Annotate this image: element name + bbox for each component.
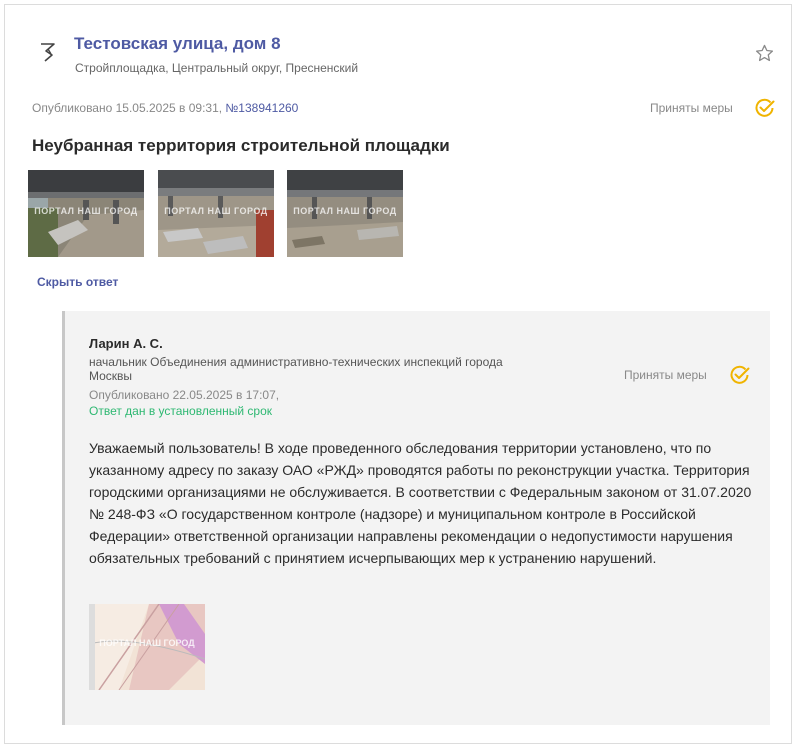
reply-published-date: Опубликовано 22.05.2025 в 17:07, — [89, 388, 280, 402]
issue-number[interactable]: №138941260 — [225, 101, 299, 115]
reply-author-role: начальник Объединения административно-технических инспекций города Москвы — [89, 355, 503, 383]
issue-subtitle: Стройплощадка, Центральный округ, Пресненский — [75, 61, 359, 75]
official-reply — [62, 311, 770, 725]
issue-heading: Неубранная территория строительной площадки — [32, 136, 450, 155]
crane-icon — [37, 41, 59, 63]
published-date: Опубликовано 15.05.2025 в 09:31, — [32, 101, 226, 115]
check-circle-icon — [729, 365, 751, 385]
photo-watermark: ПОРТАЛ НАШ ГОРОД — [293, 206, 397, 216]
reply-attachment[interactable] — [89, 604, 205, 690]
hide-answer-link[interactable]: Скрыть ответ — [37, 275, 119, 289]
issue-photo[interactable] — [158, 170, 274, 257]
attachment-watermark: ПОРТАЛ НАШ ГОРОД — [99, 638, 195, 648]
check-circle-icon — [754, 98, 776, 118]
reply-status-label: Приняты меры — [624, 368, 707, 382]
photo-watermark: ПОРТАЛ НАШ ГОРОД — [34, 206, 138, 216]
reply-text: Уважаемый пользователь! В ходе проведенного обследования территории установлено, что по указанному адресу по заказу ОАО «РЖД» проводятся работы по реконструкции участка. Территория городскими организациями не обслуживается. В соответствии с Федеральным законом от 31.07.2020 № 248-ФЗ «О государственном контроле (надзоре) и муниципальном контроле в Российской Федерации» ответственной организации направлены рекомендации о недопустимости нарушения обязательных требований с принятием исчерпывающих мер к устранению нарушений. — [89, 440, 752, 566]
issue-photo[interactable] — [28, 170, 144, 257]
reply-author-name: Ларин А. С. — [89, 336, 163, 351]
published-info — [32, 101, 298, 115]
issue-title[interactable]: Тестовская улица, дом 8 — [74, 34, 281, 53]
reply-on-time-badge: Ответ дан в установленный срок — [89, 404, 273, 418]
status-label: Приняты меры — [650, 101, 733, 115]
photo-watermark: ПОРТАЛ НАШ ГОРОД — [164, 206, 268, 216]
issue-photo[interactable] — [287, 170, 403, 257]
star-icon[interactable] — [754, 43, 775, 64]
